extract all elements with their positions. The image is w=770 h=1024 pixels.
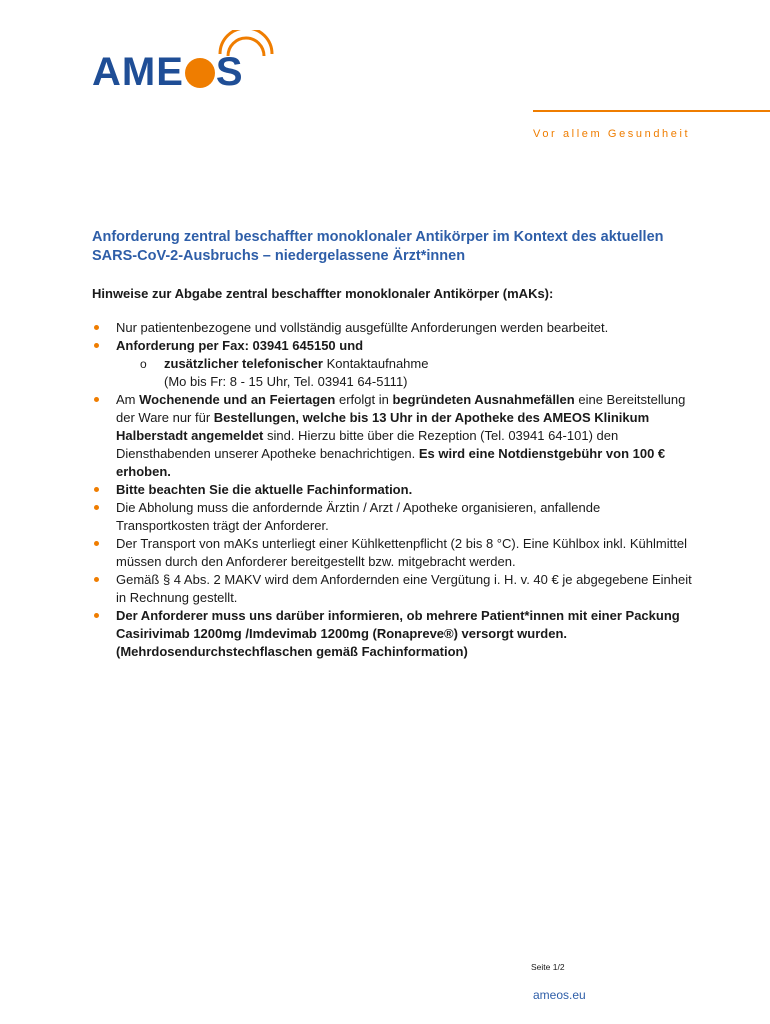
page-number: Seite 1/2 <box>531 962 565 972</box>
fax-info: Anforderung per Fax: 03941 645150 und <box>116 338 364 353</box>
logo-wordmark: AME S <box>92 50 244 94</box>
ameos-logo <box>92 30 282 92</box>
list-item: Am Wochenende und an Feiertagen erfolgt in begründeten Ausnahmefällen eine Bereitstellung der Ware nur für Bestellungen, welche bis 13 Uhr in der Apotheke des AMEOS Klinikum Halberstadt angemeldet sind. Hierzu bitte über die Rezeption (Tel. 03941 64-101) den Diensthabenden unserer Apotheke benachrichtigen. Es wird eine Notdienstgebühr von 100 € erhoben. <box>92 391 692 481</box>
section-heading: Hinweise zur Abgabe zentral beschaffter monoklonaler Antikörper (mAKs): <box>92 286 554 301</box>
list-item: Bitte beachten Sie die aktuelle Fachinformation. <box>92 481 692 499</box>
list-item: Nur patientenbezogene und vollständig ausgefüllte Anforderungen werden bearbeitet. <box>92 319 692 337</box>
list-item: Der Anforderer muss uns darüber informieren, ob mehrere Patient*innen mit einer Packung Casirivimab 1200mg /Imdevimab 1200mg (Ronapreve®) versorgt wurden. (Mehrdosendurchstechflaschen gemäß Fachinformation) <box>92 607 692 661</box>
list-item: Der Transport von mAKs unterliegt einer Kühlkettenpflicht (2 bis 8 °C). Eine Kühlbox inkl. Kühlmittel müssen durch den Anforderer bereitgestellt bzw. mitgebracht werden. <box>92 535 692 571</box>
phone-hours: (Mo bis Fr: 8 - 15 Uhr, Tel. 03941 64-5111) <box>164 374 408 389</box>
sub-list-item: o zusätzlicher telefonischer Kontaktaufnahme <box>140 355 692 373</box>
notes-list <box>92 319 692 661</box>
list-item: Gemäß § 4 Abs. 2 MAKV wird dem Anfordernden eine Vergütung i. H. v. 40 € je abgegebene Einheit in Rechnung gestellt. <box>92 571 692 607</box>
logo-o-dot-icon <box>185 58 215 88</box>
header-divider <box>533 110 770 112</box>
website-link[interactable]: ameos.eu <box>533 988 586 1002</box>
sub-list <box>116 355 692 373</box>
list-item: Die Abholung muss die anfordernde Ärztin / Arzt / Apotheke organisieren, anfallende Transportkosten trägt der Anforderer. <box>92 499 692 535</box>
document-title: Anforderung zentral beschaffter monoklonaler Antikörper im Kontext des aktuellen SARS-CoV-2-Ausbruchs – niedergelassene Ärzt*innen <box>92 229 664 264</box>
list-item <box>92 337 692 391</box>
tagline: Vor allem Gesundheit <box>533 128 691 140</box>
